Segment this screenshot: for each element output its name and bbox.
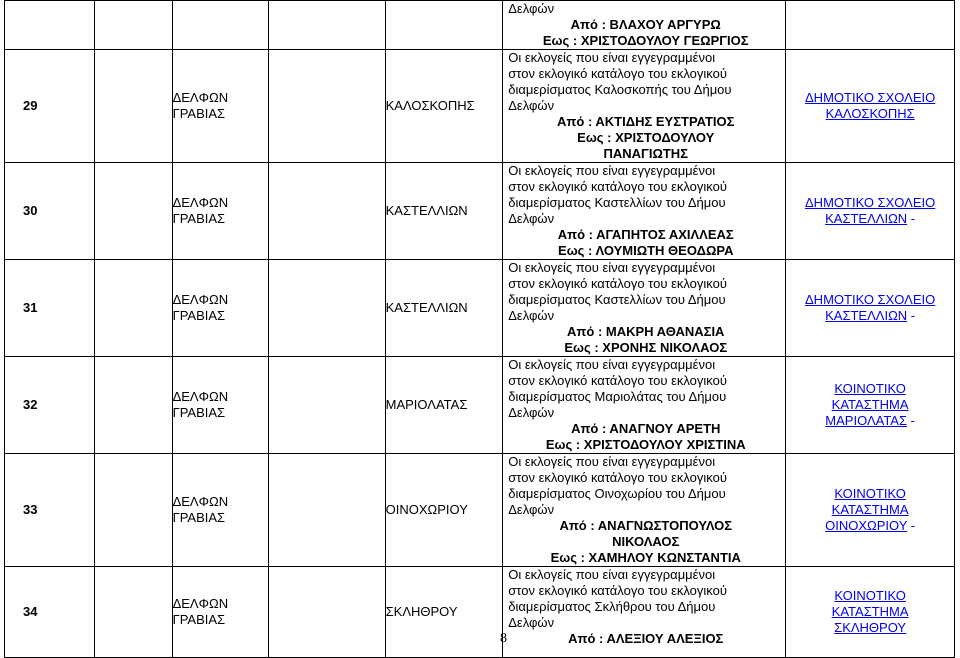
description-line: στον εκλογικό κατάλογο του εκλογικού	[508, 470, 727, 485]
location-line	[786, 588, 954, 604]
table-row	[5, 567, 955, 658]
cell-empty	[269, 454, 386, 567]
description-line: διαμερίσματος Σκλήθρου του Δήμου	[508, 599, 716, 614]
cell-empty	[94, 567, 172, 658]
description-line: ΠΑΝΑΓΙΩΤΗΣ	[603, 146, 689, 161]
cell-empty	[94, 357, 172, 454]
table-row	[5, 163, 955, 260]
municipality-line: ΓΡΑΒΙΑΣ	[172, 612, 226, 627]
location-line	[786, 381, 954, 397]
description-line: διαμερίσματος Καστελλίων του Δήμου	[508, 292, 726, 307]
description-line: Από : ΑΛΕΞΙΟΥ ΑΛΕΞΙΟΣ	[568, 631, 724, 646]
location-link[interactable]: ΚΑΤΑΣΤΗΜΑ	[831, 604, 909, 619]
cell-polling-location	[786, 454, 955, 567]
description-line: Οι εκλογείς που είναι εγγεγραμμένοι	[508, 260, 716, 275]
table-row	[5, 454, 955, 567]
cell-number: 31	[5, 260, 95, 357]
description-line: Δελφών	[508, 405, 555, 420]
cell-empty	[94, 260, 172, 357]
cell-empty	[269, 567, 386, 658]
location-line	[786, 90, 954, 106]
location-link[interactable]: ΔΗΜΟΤΙΚΟ ΣΧΟΛΕΙΟ	[805, 292, 936, 307]
cell-municipality	[172, 1, 269, 50]
location-link[interactable]: ΔΗΜΟΤΙΚΟ ΣΧΟΛΕΙΟ	[805, 195, 936, 210]
description-line: Από : ΑΝΑΓΝΩΣΤΟΠΟΥΛΟΣ	[559, 518, 733, 533]
description-line: Εως : ΧΡΙΣΤΟΔΟΥΛΟΥ ΧΡΙΣΤΙΝΑ	[545, 437, 746, 452]
cell-voters-description	[503, 163, 786, 260]
location-link[interactable]: ΚΑΣΤΕΛΛΙΩΝ	[825, 308, 908, 323]
cell-voters-description	[503, 1, 786, 50]
description-line: Δελφών	[508, 615, 555, 630]
description-line: Εως : ΧΑΜΗΛΟΥ ΚΩΝΣΤΑΝΤΙΑ	[550, 550, 741, 565]
municipality-line: ΓΡΑΒΙΑΣ	[172, 106, 226, 121]
cell-number: 33	[5, 454, 95, 567]
description-line: στον εκλογικό κατάλογο του εκλογικού	[508, 583, 727, 598]
location-link[interactable]: ΚΑΤΑΣΤΗΜΑ	[831, 397, 909, 412]
municipality-line: ΔΕΛΦΩΝ	[172, 292, 229, 307]
cell-polling-location	[786, 357, 955, 454]
description-line: Οι εκλογείς που είναι εγγεγραμμένοι	[508, 163, 716, 178]
cell-district: ΚΑΣΤΕΛΛΙΩΝ	[385, 260, 503, 357]
cell-number: 29	[5, 50, 95, 163]
cell-polling-location	[786, 567, 955, 658]
municipality-line: ΔΕΛΦΩΝ	[172, 389, 229, 404]
location-line	[786, 502, 954, 518]
table-row	[5, 357, 955, 454]
cell-municipality	[172, 357, 269, 454]
cell-voters-description	[503, 260, 786, 357]
municipality-line: ΔΕΛΦΩΝ	[172, 596, 229, 611]
location-dash: -	[907, 211, 916, 226]
cell-empty	[269, 260, 386, 357]
cell-voters-description	[503, 357, 786, 454]
location-link[interactable]: ΚΟΙΝΟΤΙΚΟ	[834, 588, 906, 603]
cell-polling-location	[786, 163, 955, 260]
description-line: διαμερίσματος Μαριολάτας του Δήμου	[508, 389, 727, 404]
cell-number: 34	[5, 567, 95, 658]
cell-municipality	[172, 163, 269, 260]
cell-municipality	[172, 260, 269, 357]
cell-empty	[94, 163, 172, 260]
municipality-line: ΔΕΛΦΩΝ	[172, 494, 229, 509]
table-row-continued	[5, 1, 955, 50]
location-link[interactable]: ΣΚΛΗΘΡΟΥ	[834, 620, 907, 635]
cell-voters-description	[503, 50, 786, 163]
description-line: διαμερίσματος Οινοχωρίου του Δήμου	[508, 486, 726, 501]
cell-number: 32	[5, 357, 95, 454]
table-row	[5, 50, 955, 163]
location-link[interactable]: ΜΑΡΙΟΛΑΤΑΣ	[825, 413, 908, 428]
cell-empty	[269, 1, 386, 50]
cell-number: 30	[5, 163, 95, 260]
cell-municipality	[172, 50, 269, 163]
description-line: Δελφών	[508, 502, 555, 517]
location-link[interactable]: ΚΟΙΝΟΤΙΚΟ	[834, 486, 906, 501]
description-line: Από : ΑΝΑΓΝΟΥ ΑΡΕΤΗ	[571, 421, 721, 436]
municipality-line: ΓΡΑΒΙΑΣ	[172, 211, 226, 226]
location-line	[786, 292, 954, 308]
location-line	[786, 604, 954, 620]
location-link[interactable]: ΔΗΜΟΤΙΚΟ ΣΧΟΛΕΙΟ	[805, 90, 936, 105]
cell-municipality	[172, 454, 269, 567]
description-line: Από : ΑΓΑΠΗΤΟΣ ΑΧΙΛΛΕΑΣ	[557, 227, 734, 242]
description-line: Δελφών	[508, 1, 555, 16]
table-row	[5, 260, 955, 357]
cell-empty	[94, 454, 172, 567]
description-line: στον εκλογικό κατάλογο του εκλογικού	[508, 179, 727, 194]
cell-polling-location	[786, 260, 955, 357]
cell-district: ΣΚΛΗΘΡΟΥ	[385, 567, 503, 658]
location-line	[786, 397, 954, 413]
description-line: στον εκλογικό κατάλογο του εκλογικού	[508, 66, 727, 81]
cell-polling-location	[786, 50, 955, 163]
cell-voters-description	[503, 454, 786, 567]
municipality-line: ΓΡΑΒΙΑΣ	[172, 405, 226, 420]
location-link[interactable]: ΟΙΝΟΧΩΡΙΟΥ	[825, 518, 908, 533]
description-line: Εως : ΧΡΟΝΗΣ ΝΙΚΟΛΑΟΣ	[564, 340, 728, 355]
cell-district: ΚΑΣΤΕΛΛΙΩΝ	[385, 163, 503, 260]
location-link[interactable]: ΚΟΙΝΟΤΙΚΟ	[834, 381, 906, 396]
cell-district: ΜΑΡΙΟΛΑΤΑΣ	[385, 357, 503, 454]
location-dash: -	[907, 308, 916, 323]
location-line	[786, 486, 954, 502]
cell-voters-description	[503, 567, 786, 658]
location-link[interactable]: ΚΑΤΑΣΤΗΜΑ	[831, 502, 909, 517]
description-line: στον εκλογικό κατάλογο του εκλογικού	[508, 373, 727, 388]
description-line: Οι εκλογείς που είναι εγγεγραμμένοι	[508, 567, 716, 582]
description-line: Από : ΜΑΚΡΗ ΑΘΑΝΑΣΙΑ	[567, 324, 725, 339]
location-line	[786, 195, 954, 211]
description-line: Δελφών	[508, 308, 555, 323]
description-line: Εως : ΧΡΙΣΤΟΔΟΥΛΟΥ	[577, 130, 715, 145]
location-line	[786, 308, 954, 324]
description-line: ΝΙΚΟΛΑΟΣ	[612, 534, 680, 549]
municipality-line: ΔΕΛΦΩΝ	[172, 195, 229, 210]
description-line: Από : ΒΛΑΧΟΥ ΑΡΓΥΡΩ	[570, 17, 721, 32]
cell-district	[385, 1, 503, 50]
description-line: Εως : ΧΡΙΣΤΟΔΟΥΛΟΥ ΓΕΩΡΓΙΟΣ	[542, 33, 749, 48]
location-dash: -	[907, 413, 915, 428]
cell-number	[5, 1, 95, 50]
municipality-line: ΓΡΑΒΙΑΣ	[172, 510, 226, 525]
description-line: Οι εκλογείς που είναι εγγεγραμμένοι	[508, 50, 716, 65]
location-line	[786, 413, 954, 429]
description-line: Δελφών	[508, 211, 555, 226]
description-line: διαμερίσματος Καστελλίων του Δήμου	[508, 195, 726, 210]
polling-stations-table	[4, 0, 955, 658]
cell-district: ΟΙΝΟΧΩΡΙΟΥ	[385, 454, 503, 567]
description-line: Οι εκλογείς που είναι εγγεγραμμένοι	[508, 357, 716, 372]
description-line: Εως : ΛΟΥΜΙΩΤΗ ΘΕΟΔΩΡΑ	[558, 243, 734, 258]
location-line	[786, 620, 954, 636]
cell-polling-location	[786, 1, 955, 50]
cell-district: ΚΑΛΟΣΚΟΠΗΣ	[385, 50, 503, 163]
location-link[interactable]: ΚΑΛΟΣΚΟΠΗΣ	[825, 106, 915, 121]
cell-empty	[269, 357, 386, 454]
cell-empty	[269, 50, 386, 163]
description-line: στον εκλογικό κατάλογο του εκλογικού	[508, 276, 727, 291]
location-line	[786, 106, 954, 122]
description-line: Δελφών	[508, 98, 555, 113]
cell-empty	[269, 163, 386, 260]
page-number: 8	[500, 631, 507, 646]
location-line	[786, 211, 954, 227]
location-link[interactable]: ΚΑΣΤΕΛΛΙΩΝ	[825, 211, 908, 226]
description-line: διαμερίσματος Καλοσκοπής του Δήμου	[508, 82, 732, 97]
municipality-line: ΓΡΑΒΙΑΣ	[172, 308, 226, 323]
location-line	[786, 518, 954, 534]
cell-municipality	[172, 567, 269, 658]
cell-empty	[94, 50, 172, 163]
description-line: Οι εκλογείς που είναι εγγεγραμμένοι	[508, 454, 716, 469]
municipality-line: ΔΕΛΦΩΝ	[172, 90, 229, 105]
description-line: Από : ΑΚΤΙΔΗΣ ΕΥΣΤΡΑΤΙΟΣ	[557, 114, 735, 129]
cell-empty	[94, 1, 172, 50]
location-dash: -	[907, 518, 916, 533]
